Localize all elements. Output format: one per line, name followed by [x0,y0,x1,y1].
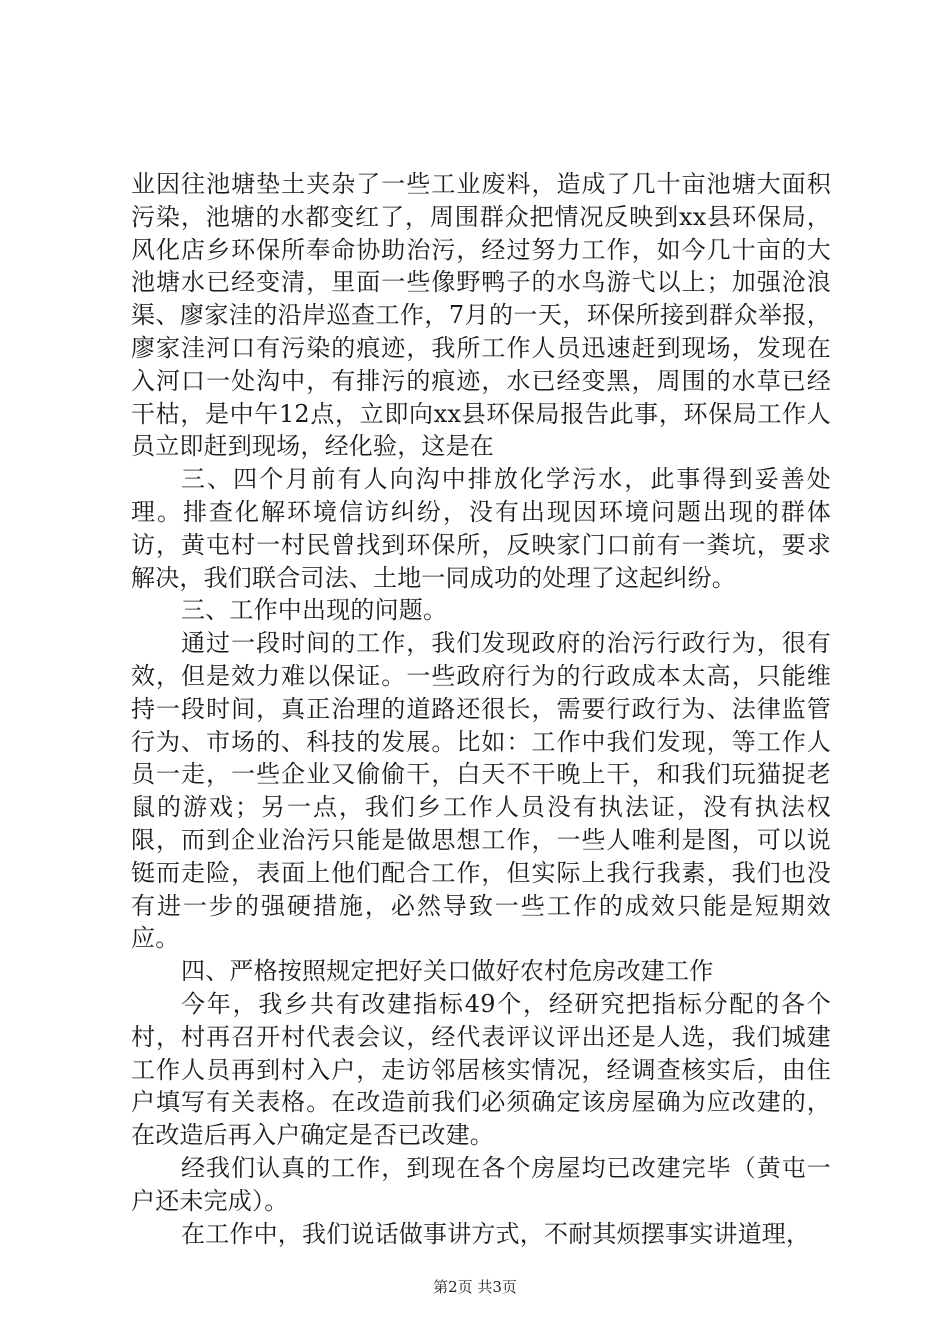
paragraph: 经我们认真的工作，到现在各个房屋均已改建完毕（黄屯一户还未完成）。 [131,1153,831,1215]
paragraph-continued: 业因往池塘垫土夹杂了一些工业废料，造成了几十亩池塘大面积污染，池塘的水都变红了，周围群众把情况反映到xx县环保局，风化店乡环保所奉命协助治污，经过努力工作，如今几十亩的大池塘水已经变清，里面一些像野鸭子的水鸟游弋以上；加强沧浪渠、廖家洼的沿岸巡查工作，7月的一天，环保所接到群众举报，廖家洼河口有污染的痕迹，我所工作人员迅速赶到现场，发现在入河口一处沟中，有排污的痕迹，水已经变黑，周围的水草已经干枯，是中午12点，立即向xx县环保局报告此事，环保局工作人员立即赶到现场，经化验，这是在 [131,170,831,461]
section-heading: 四、严格按照规定把好关口做好农村危房改建工作 [181,957,714,986]
paragraph: 通过一段时间的工作，我们发现政府的治污行政行为，很有效，但是效力难以保证。一些政府行为的行政成本太高，只能维持一段时间，真正治理的道路还很长，需要行政行为、法律监管行为、市场的、科技的发展。比如：工作中我们发现，等工作人员一走，一些企业又偷偷干，白天不干晚上干，和我们玩猫捉老鼠的游戏；另一点，我们乡工作人员没有执法证，没有执法权限，而到企业治污只能是做思想工作，一些人唯利是图，可以说铤而走险，表面上他们配合工作，但实际上我行我素，我们也没有进一步的强硬措施，必然导致一些工作的成效只能是短期效应。 [131,629,831,953]
paragraph: 在工作中，我们说话做事讲方式，不耐其烦摆事实讲道理， [181,1219,811,1248]
section-heading: 三、工作中出现的问题。 [181,596,448,625]
paragraph: 今年，我乡共有改建指标49个，经研究把指标分配的各个村，村再召开村代表会议，经代表评议评出还是人选，我们城建工作人员再到村入户，走访邻居核实情况，经调查核实后，由住户填写有关表格。在改造前我们必须确定该房屋确为应改建的，在改造后再入户确定是否已改建。 [131,989,831,1150]
document-body [131,168,831,1250]
paragraph: 三、四个月前有人向沟中排放化学污水，此事得到妥善处理。排查化解环境信访纠纷，没有出现因环境问题出现的群体访，黄屯村一村民曾找到环保所，反映家门口前有一粪坑，要求解决，我们联合司法、土地一同成功的处理了这起纠纷。 [131,465,831,592]
page-number-footer: 第2页 共3页 [433,1278,517,1296]
